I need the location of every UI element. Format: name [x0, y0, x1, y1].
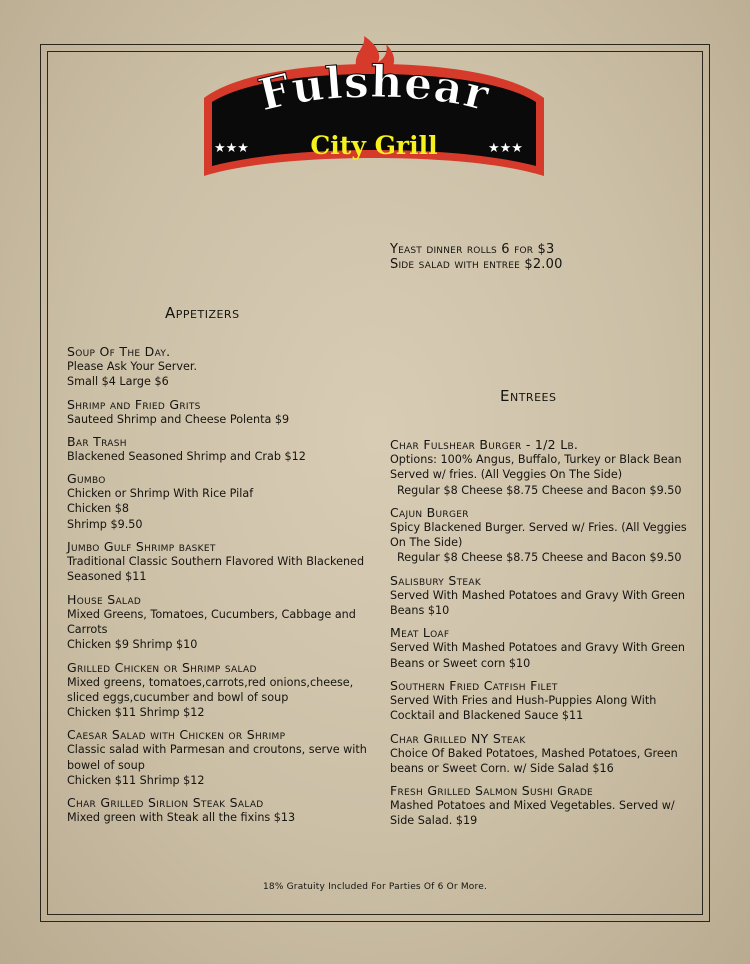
stars-right-icon: ★★★ [488, 141, 523, 156]
menu-item-description: sliced eggs,cucumber and bowl of soup [67, 690, 289, 704]
menu-item-title: Southern Fried Catfish Filet [390, 677, 558, 693]
menu-item-description: Options: 100% Angus, Buffalo, Turkey or Black Bean [390, 453, 682, 466]
menu-item [390, 679, 690, 724]
menu-item-description: Chicken or Shrimp With Rice Pilaf [67, 487, 254, 501]
menu-item-title: Bar Trash [67, 433, 127, 449]
logo-subtitle: City Grill [310, 131, 438, 160]
menu-item [67, 472, 367, 532]
menu-item-title: Grilled Chicken or Shrimp salad [67, 659, 257, 675]
menu-item [67, 540, 367, 585]
menu-item-description: Spicy Blackened Burger. Served w/ Fries. (All Veggies [390, 520, 687, 534]
menu-item [390, 574, 690, 619]
menu-item [390, 506, 690, 566]
menu-item-description: Mixed greens, tomatoes,carrots,red onions,cheese, [67, 675, 354, 689]
menu-item [67, 728, 367, 788]
menu-item [390, 784, 690, 829]
menu-item-description: Regular $8 Cheese $8.75 Cheese and Bacon $9.50 [397, 483, 682, 497]
extras-side-salad: Side salad with entree $2.00 [390, 257, 563, 272]
menu-item-description: On The Side) [390, 536, 463, 550]
gratuity-note: 18% Gratuity Included For Parties Of 6 Or More. [262, 882, 488, 892]
menu-item-description: Cocktail and Blackened Sauce $11 [390, 709, 584, 723]
menu-item-title: Jumbo Gulf Shrimp basket [67, 539, 216, 555]
menu-item-description: Shrimp $9.50 [67, 517, 143, 531]
menu-item-description: Mixed Greens, Tomatoes, Cucumbers, Cabbage and [67, 607, 356, 621]
menu-item-description: Served With Fries and Hush-Puppies Along With [390, 693, 657, 707]
menu-item [67, 661, 367, 721]
menu-item-title: Meat Loaf [390, 625, 450, 641]
menu-item-description: Chicken $11 Shrimp $12 [67, 706, 205, 720]
menu-item-description: Mashed Potatoes and Mixed Vegetables. Served w/ [390, 799, 675, 813]
menu-item [390, 626, 690, 671]
menu-item-description: Served With Mashed Potatoes and Gravy With Green [390, 641, 685, 655]
menu-item-description: Small $4 Large $6 [67, 375, 169, 389]
menu-item-title: Soup Of The Day. [67, 344, 171, 359]
menu-item-description: Chicken $11 Shrimp $12 [67, 774, 205, 788]
menu-item-description: Beans $10 [390, 604, 450, 618]
menu-item-title: Salisbury Steak [390, 572, 482, 588]
menu-item-title: Shrimp and Fried Grits [67, 396, 201, 412]
menu-item-description: Carrots [67, 622, 108, 636]
stars-left-icon: ★★★ [214, 141, 249, 156]
menu-item-description: Served w/ fries. (All Veggies On The Side) [390, 468, 623, 482]
menu-item [67, 345, 367, 390]
menu-item-description: Traditional Classic Southern Flavored With Blackened [67, 555, 365, 569]
menu-item-description: Blackened Seasoned Shrimp and Crab $12 [67, 449, 306, 463]
menu-item [67, 796, 367, 825]
menu-item-title: Fresh Grilled Salmon Sushi Grade [390, 783, 594, 799]
menu-item-description: Classic salad with Parmesan and croutons, serve with [67, 743, 367, 757]
menu-item [67, 398, 367, 427]
menu-item-description: Chicken $9 Shrimp $10 [67, 638, 198, 652]
appetizers-list [67, 345, 367, 834]
menu-item-title: House Salad [67, 591, 142, 607]
menu-item-title: Cajun Burger [390, 504, 469, 520]
menu-item-description: Beans or Sweet corn $10 [390, 656, 531, 670]
menu-item-title: Caesar Salad with Chicken or Shrimp [67, 727, 286, 743]
menu-item [67, 435, 367, 464]
appetizers-heading: Appetizers [165, 304, 240, 322]
entrees-heading: Entrees [500, 387, 557, 405]
menu-item-title: Gumbo [67, 471, 106, 487]
menu-item-description: Please Ask Your Server. [67, 360, 198, 373]
menu-item-description: Side Salad. $19 [390, 814, 478, 828]
menu-item-title: Char Grilled NY Steak [390, 730, 526, 746]
menu-item-description: beans or Sweet Corn. w/ Side Salad $16 [390, 761, 614, 775]
menu-item-description: Mixed green with Steak all the fixins $13 [67, 811, 296, 825]
menu-item-description: Regular $8 Cheese $8.75 Cheese and Bacon $9.50 [397, 551, 682, 565]
menu-item-description: Choice Of Baked Potatoes, Mashed Potatoes, Green [390, 746, 678, 760]
menu-item-description: Chicken $8 [67, 502, 130, 516]
menu-item [67, 593, 367, 653]
menu-item [390, 438, 690, 498]
menu-item-title: Char Grilled Sirlion Steak Salad [67, 795, 264, 811]
extras-block [390, 242, 563, 272]
menu-item-description: Seasoned $11 [67, 570, 147, 584]
entrees-list [390, 438, 690, 837]
menu-item-description: bowel of soup [67, 758, 145, 772]
logo-title: Fulshear [253, 56, 495, 122]
fulshear-logo [196, 34, 552, 184]
extras-rolls: Yeast dinner rolls 6 for $3 [390, 242, 555, 257]
menu-item-description: Served With Mashed Potatoes and Gravy With Green [390, 588, 685, 602]
menu-item [390, 732, 690, 777]
menu-item-title: Char Fulshear Burger - 1/2 Lb. [390, 437, 579, 452]
menu-item-description: Sauteed Shrimp and Cheese Polenta $9 [67, 412, 290, 426]
